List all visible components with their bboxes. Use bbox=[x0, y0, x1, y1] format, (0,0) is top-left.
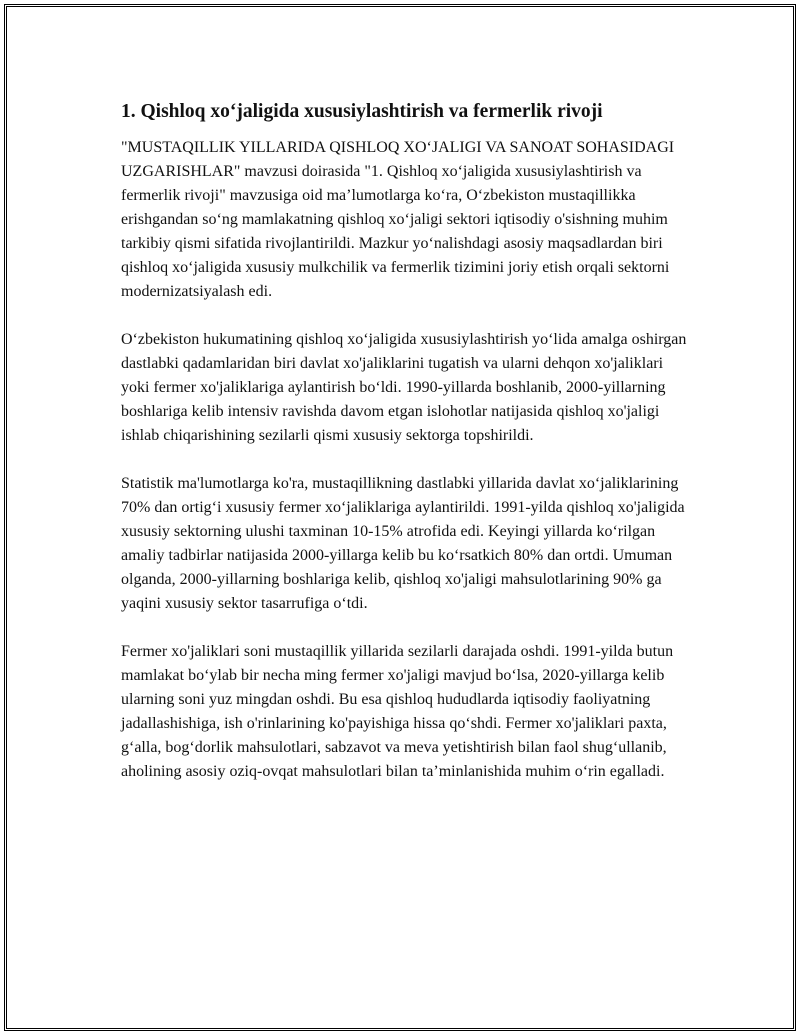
paragraph-intro: "MUSTAQILLIK YILLARIDA QISHLOQ XO‘JALIGI VA SANOAT SOHASIDAGI UZGARISHLAR" mavzusi doirasida "1. Qishloq xo‘jaligida xususiylashtirish va fermerlik rivoji" mavzusiga oid ma’lumotlarga ko‘ra, O‘zbekiston mustaqillikka erishgandan so‘ng mamlakatning qishloq xo‘jaligi sektori iqtisodiy o'sishning muhim tarkibiy qismi sifatida rivojlantirildi. Mazkur yo‘nalishdagi asosiy maqsadlardan biri qishloq xo‘jaligida xususiy mulkchilik va fermerlik tizimini joriy etish orqali sektorni modernizatsiyalash edi. bbox=[121, 139, 675, 300]
paragraph-farm-growth: Fermer xo'jaliklari soni mustaqillik yillarida sezilarli darajada oshdi. 1991-yilda butun mamlakat bo‘ylab bir necha ming fermer xo'jaligi mavjud bo‘lsa, 2020-yillarga kelib ularning soni yuz mingdan oshdi. Bu esa qishloq hududlarda iqtisodiy faoliyatning jadallashishiga, ish o'rinlarining ko'payishiga hissa qo‘shdi. Fermer xo'jaliklari paxta, g‘alla, bog‘dorlik mahsulotlari, sabzavot va meva yetishtirish bilan faol shug‘ullanib, aholining asosiy oziq-ovqat mahsulotlari bilan ta’minlanishida muhim o‘rin egalladi. bbox=[121, 643, 674, 780]
page-frame bbox=[4, 4, 796, 1031]
document-title: 1. Qishloq xo‘jaligida xususiylashtirish va fermerlik rivoji bbox=[121, 101, 603, 122]
paragraph-statistics: Statistik ma'lumotlarga ko'ra, mustaqillikning dastlabki yillarida davlat xo‘jaliklarining 70% dan ortig‘i xususiy fermer xo‘jaliklariga aylantirildi. 1991-yilda qishloq xo'jaligida xususiy sektorning ulushi taxminan 10-15% atrofida edi. Keyingi yillarda ko‘rilgan amaliy tadbirlar natijasida 2000-yillarga kelib bu ko‘rsatkich 80% dan ortdi. Umuman olganda, 2000-yillarning boshlariga kelib, qishloq xo'jaligi mahsulotlarining 90% ga yaqini xususiy sektor tasarrufiga o‘tdi. bbox=[121, 475, 685, 612]
paragraph-privatization-steps: O‘zbekiston hukumatining qishloq xo‘jaligida xususiylashtirish yo‘lida amalga oshirgan dastlabki qadamlaridan biri davlat xo'jaliklarini tugatish va ularni dehqon xo'jaliklari yoki fermer xo'jaliklariga aylantirish bo‘ldi. 1990-yillarda boshlanib, 2000-yillarning boshlariga kelib intensiv ravishda davom etgan islohotlar natijasida qishloq xo'jaligi ishlab chiqarishining sezilarli qismi xususiy sektorga topshirildi. bbox=[121, 331, 687, 444]
document-body bbox=[121, 99, 691, 808]
